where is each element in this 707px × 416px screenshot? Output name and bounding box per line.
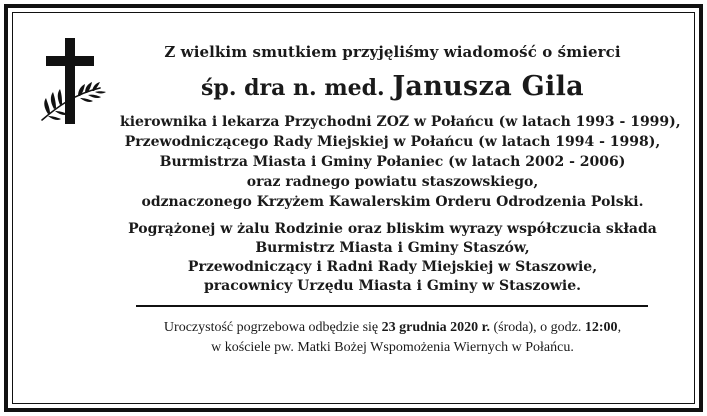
divider-line	[136, 305, 648, 307]
intro-line: Z wielkim smutkiem przyjęliśmy wiadomość o śmierci	[164, 43, 621, 61]
funeral-date: 23 grudnia 2020 r.	[381, 320, 491, 335]
role-line: oraz radnego powiatu staszowskiego,	[246, 174, 539, 190]
deceased-name-line	[120, 73, 665, 102]
funeral-line-1	[120, 318, 665, 338]
obituary-body	[120, 43, 681, 296]
condolence-line: Pogrążonej w żalu Rodzinie oraz bliskim wyrazy współczucia składa	[128, 221, 657, 237]
funeral-time: 12:00	[584, 320, 618, 335]
role-line: kierownika i lekarza Przychodni ZOZ w Połańcu (w latach 1993 - 1999),	[120, 114, 681, 130]
funeral-location: w kościele pw. Matki Bożej Wspomożenia Wiernych w Połańcu.	[211, 340, 574, 355]
roles-list	[120, 112, 681, 212]
condolence-line: Burmistrz Miasta i Gminy Staszów,	[255, 240, 530, 256]
role-line: Burmistrza Miasta i Gminy Połaniec (w latach 2002 - 2006)	[159, 154, 626, 170]
role-line: odznaczonego Krzyżem Kawalerskim Orderu Odrodzenia Polski.	[141, 194, 644, 210]
condolence-line: pracownicy Urzędu Miasta i Gminy w Staszowie.	[203, 278, 581, 294]
funeral-details	[120, 318, 665, 358]
condolences-block	[120, 220, 665, 296]
cross-with-palm-branch-icon	[34, 36, 110, 128]
role-line: Przewodniczącego Rady Miejskiej w Połańcu (w latach 1994 - 1998),	[124, 134, 661, 150]
funeral-text: ,	[617, 320, 622, 335]
funeral-text: Uroczystość pogrzebowa odbędzie się	[163, 320, 382, 335]
funeral-text: (środa), o godz.	[490, 320, 585, 335]
condolence-line: Przewodniczący i Radni Rady Miejskiej w Staszowie,	[187, 259, 598, 275]
deceased-name: Janusza Gila	[392, 71, 584, 102]
name-prefix: śp. dra n. med.	[201, 75, 385, 101]
